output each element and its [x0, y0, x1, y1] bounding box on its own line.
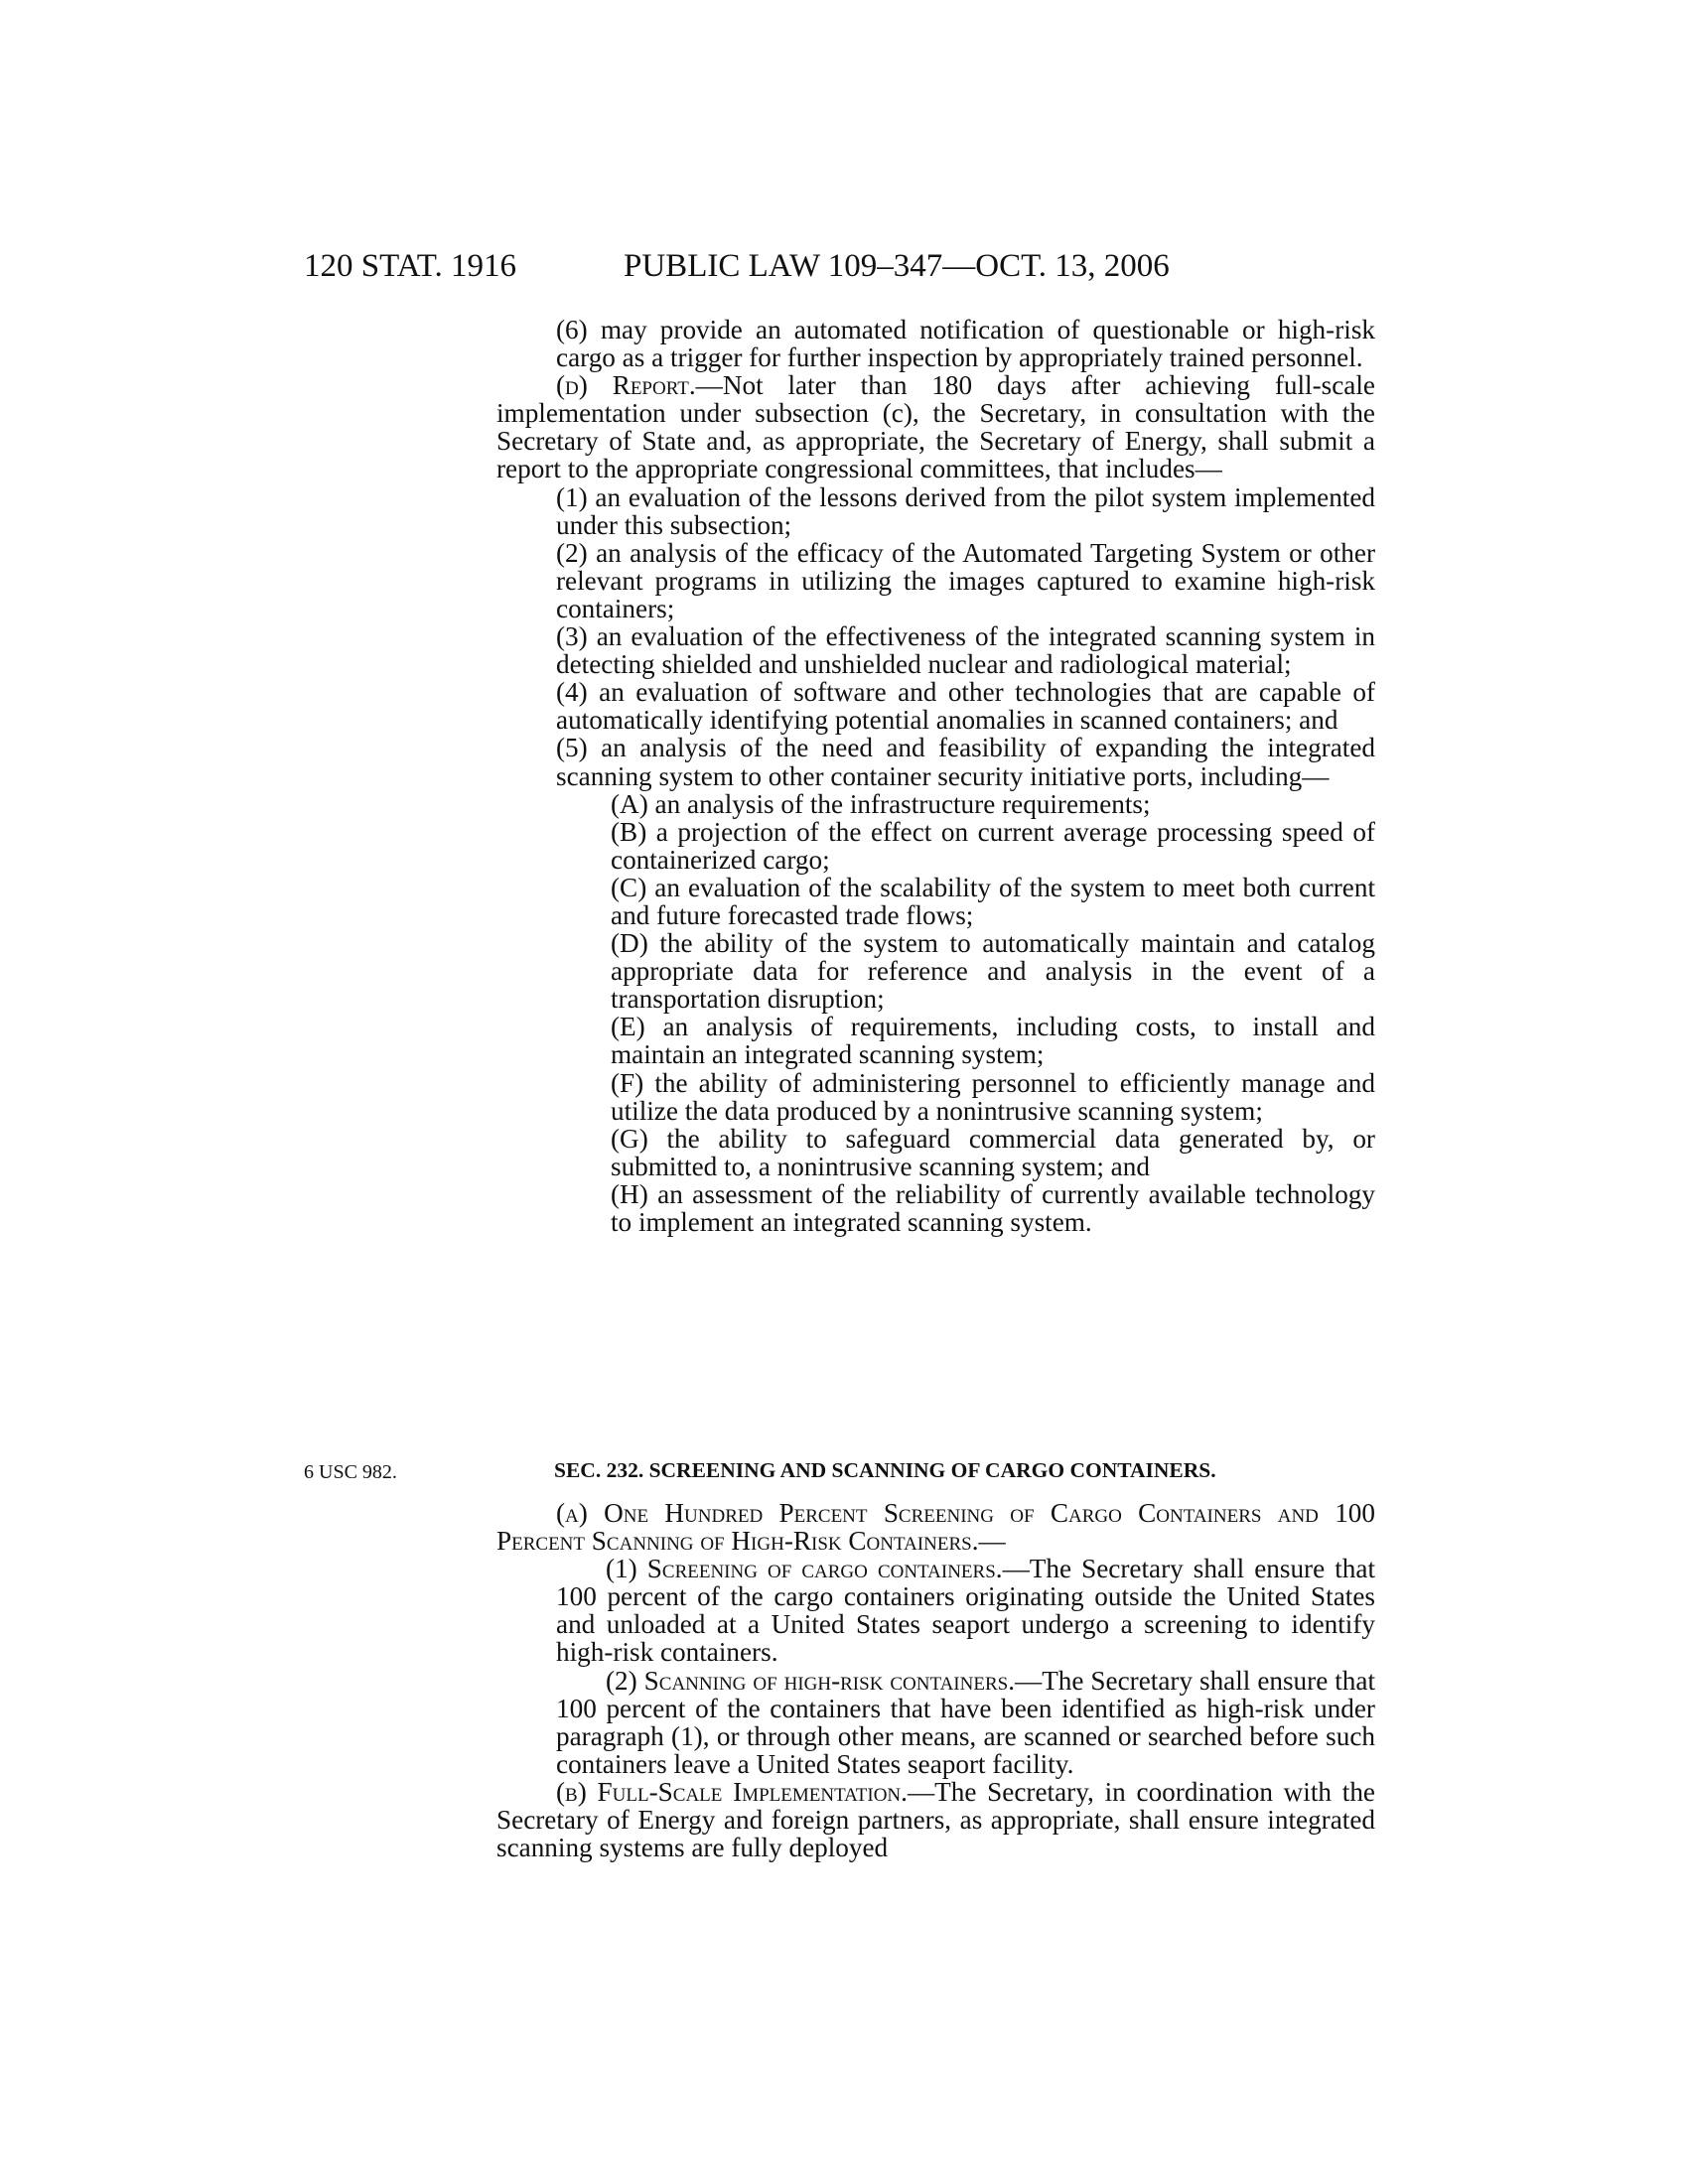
usc-margin-note: 6 USC 982. [304, 1461, 397, 1483]
subparagraph-E: (E) an analysis of requirements, including costs, to install and maintain an integrated scanning system; [611, 1012, 1375, 1070]
paragraph-d4: (4) an evaluation of software and other technologies that are capable of automatically identifying potential anomalies in scanned containers; and [556, 677, 1375, 736]
item-6: (6) may provide an automated notification of questionable or high-risk cargo as a trigger for further inspection by appropriately trained personnel. [556, 315, 1375, 373]
paragraph-d1: (1) an evaluation of the lessons derived from the pilot system implemented under this subsection; [556, 481, 1375, 540]
paragraph-d5: (5) an analysis of the need and feasibility of expanding the integrated scanning system to other container security initiative ports, including— [556, 733, 1375, 791]
paragraph-a1: (1) Screening of cargo containers.—The Secretary shall ensure that 100 percent of the cargo containers originating outside the United States and unloaded at a United States seaport undergo a screening to identify high-risk containers. [556, 1554, 1376, 1668]
subparagraph-A: (A) an analysis of the infrastructure requirements; [611, 788, 1151, 819]
subparagraph-H: (H) an assessment of the reliability of currently available technology to implement an integrated scanning system. [611, 1178, 1375, 1237]
subsection-a: (a) One Hundred Percent Screening of Cargo Containers and 100 Percent Scanning of High-Risk Containers.— [496, 1498, 1375, 1557]
body-text-upper [496, 316, 1375, 1236]
subparagraph-C: (C) an evaluation of the scalability of the system to meet both current and future forecasted trade flows; [611, 872, 1375, 930]
paragraph-d2: (2) an analysis of the efficacy of the Automated Targeting System or other relevant programs in utilizing the images captured to examine high-risk containers; [556, 537, 1375, 623]
subparagraph-F: (F) the ability of administering personnel to efficiently manage and utilize the data produced by a nonintrusive scanning system; [611, 1067, 1375, 1126]
stat-reference: 120 STAT. 1916 [304, 248, 517, 284]
body-text-lower [496, 1499, 1375, 1861]
subparagraph-G: (G) the ability to safeguard commercial data generated by, or submitted to, a nonintrusive scanning system; and [611, 1123, 1375, 1181]
section-heading: SEC. 232. SCREENING AND SCANNING OF CARGO CONTAINERS. [554, 1458, 1216, 1482]
paragraph-d3: (3) an evaluation of the effectiveness of the integrated scanning system in detecting shielded and unshielded nuclear and radiological material; [556, 621, 1375, 680]
subsection-d: (d) Report.—Not later than 180 days after achieving full-scale implementation under subsection (c), the Secretary, in consultation with the Secretary of State and, as appropriate, the Secretary of Energy, shall submit a report to the appropriate congressional committees, that includes— [496, 370, 1375, 484]
subparagraph-D: (D) the ability of the system to automatically maintain and catalog appropriate data for reference and analysis in the event of a transportation disruption; [611, 928, 1375, 1015]
subsection-b: (b) Full-Scale Implementation.—The Secretary, in coordination with the Secretary of Energy and foreign partners, as appropriate, shall ensure integrated scanning systems are fully deployed [496, 1776, 1375, 1863]
subparagraph-B: (B) a projection of the effect on current average processing speed of containerized cargo; [611, 816, 1375, 875]
paragraph-a2: (2) Scanning of high-risk containers.—The Secretary shall ensure that 100 percent of the containers that have been identified as high-risk under paragraph (1), or through other means, are scanned or searched before such containers leave a United States seaport facility. [556, 1665, 1375, 1779]
law-title: PUBLIC LAW 109–347—OCT. 13, 2006 [624, 248, 1170, 284]
